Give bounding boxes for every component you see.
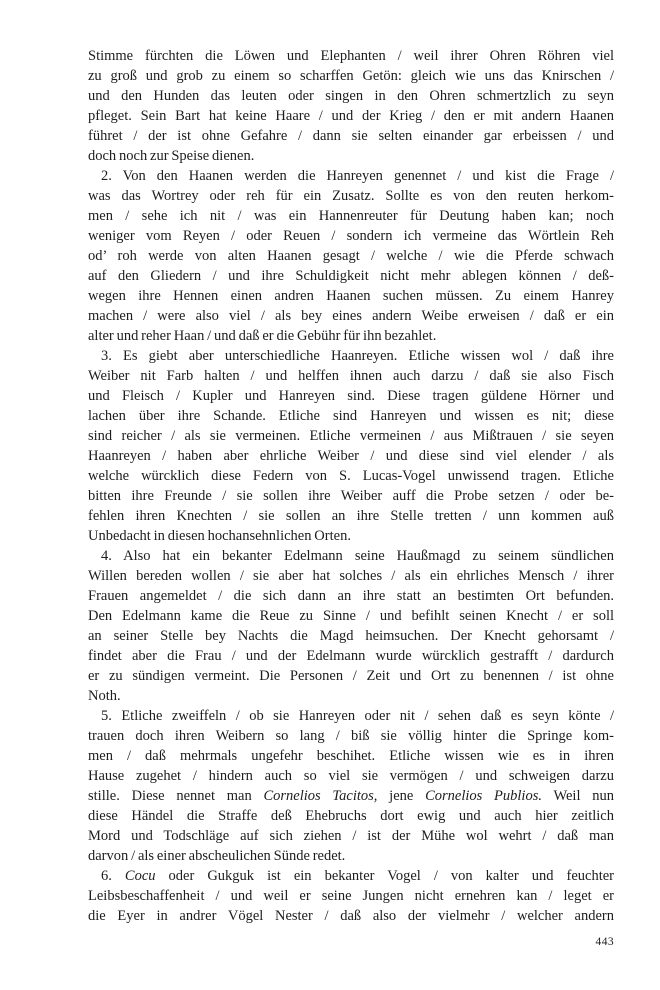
text-line: Den Edelmann kame die Reue zu Sinne / und befihlt seinen Knecht / er soll [88, 608, 614, 624]
text-line: Haanreyen / haben aber ehrliche Weiber / und diese sind viel elender / als [88, 448, 614, 464]
text-line: Frauen angemeldet / die sich dann an ihre statt an bestimten Ort befunden. [88, 588, 614, 604]
text-line: od’ roh werde von alten Haanen gesagt / welche / wie die Pferde schwach [88, 248, 614, 264]
text-line: zu groß und grob zu einem so scharffen Getön: gleich wie uns das Knirschen / [88, 68, 614, 84]
text-line: fehlen ihren Knechten / sie sollen an ihre Stelle tretten / unn kommen auß [88, 508, 614, 524]
text-line: und Fleisch / Kupler und Hanreyen sind. Diese tragen güldene Hörner und [88, 388, 614, 404]
text-line: pfleget. Sein Bart hat keine Haare / und der Krieg / den er mit andern Haanen [88, 108, 614, 124]
text-block [88, 46, 614, 952]
text-line: an seiner Stelle bey Nachts die Magd heimsuchen. Der Knecht gehorsamt / [88, 628, 614, 644]
text-line: men / sehe ich nit / was ein Hannenreuter für Deutung haben kan; noch [88, 208, 614, 224]
text-line: Leibsbeschaffenheit / und weil er seine Jungen nicht ernehren kan / leget er [88, 888, 614, 904]
text-line: Mord und Todschläge auf sich ziehen / ist der Mühe wol wehrt / daß man [88, 828, 614, 844]
text-line: 2. Von den Haanen werden die Hanreyen genennet / und kist die Frage / [101, 168, 614, 184]
text-line: er zu sündigen vermeint. Die Personen / Zeit und Ort zu benennen / ist ohne [88, 668, 614, 684]
text-line: stille. Diese nennet man Cornelios Tacitos, jene Cornelios Publios. Weil nun [88, 788, 614, 804]
paragraph-1 [88, 46, 614, 166]
text-line: 3. Es giebt aber unterschiedliche Haanreyen. Etliche wissen wol / daß ihre [101, 348, 614, 364]
text-line: doch noch zur Speise dienen. [88, 148, 255, 164]
text-line: Hause zugehet / hindern auch so viel sie vermögen / und schweigen darzu [88, 768, 614, 784]
text-line: diese Händel die Straffe deß Ehebruchs dort ewig und auch hier zeitlich [88, 808, 614, 824]
text-line: trauen doch ihren Weibern so lang / biß sie völlig hinter die Springe kom- [88, 728, 614, 744]
text-line: 6. Cocu oder Gukguk ist ein bekanter Vogel / von kalter und feuchter [101, 868, 614, 884]
text-line: führet / der ist ohne Gefahre / dann sie selten einander gar erbeissen / und [88, 128, 614, 144]
paragraph-2 [88, 166, 614, 346]
text-line: findet aber die Frau / und der Edelmann wurde würcklich gestrafft / dardurch [88, 648, 614, 664]
text-line: men / daß mehrmals ungefehr beschihet. Etliche wissen wie es in ihren [88, 748, 614, 764]
text-line: die Eyer in andrer Vögel Nester / daß also der vielmehr / welcher andern [88, 908, 614, 924]
text-line: sind reicher / als sie vermeinen. Etliche vermeinen / aus Mißtrauen / sie seyen [88, 428, 614, 444]
text-line: auf den Gliedern / und ihre Schuldigkeit nicht mehr ablegen können / deß- [88, 268, 614, 284]
text-line: Willen bereden wollen / sie aber hat solches / als ein ehrliches Mensch / ihrer [88, 568, 614, 584]
text-line: was das Wortrey oder reh für ein Zusatz. Sollte es von den reuten herkom- [88, 188, 614, 204]
text-line: lachen über ihre Schande. Etliche sind Hanreyen und wissen es nit; diese [88, 408, 614, 424]
text-line: Weiber nit Farb halten / und helffen ihnen auch darzu / daß sie also Fisch [88, 368, 614, 384]
text-line: darvon / als einer abscheulichen Sünde redet. [88, 848, 346, 864]
text-line: und den Hunden das leuten oder singen in den Ohren schmertzlich zu seyn [88, 88, 614, 104]
paragraphs-container [88, 46, 614, 926]
paragraph-5 [88, 706, 614, 866]
paragraph-6 [88, 866, 614, 926]
paragraph-3 [88, 346, 614, 546]
text-line: welche würcklich diese Federn von S. Lucas-Vogel unwissend tragen. Etliche [88, 468, 614, 484]
paragraph-4 [88, 546, 614, 706]
text-line: 5. Etliche zweiffeln / ob sie Hanreyen oder nit / sehen daß es seyn könte / [101, 708, 614, 724]
text-line: alter und reher Haan / und daß er die Gebühr für ihn bezahlet. [88, 328, 437, 344]
text-line: machen / were also viel / als bey eines andern Weibe erweisen / daß er ein [88, 308, 614, 324]
text-line: weniger vom Reyen / oder Reuen / sondern ich vermeine das Wörtlein Reh [88, 228, 614, 244]
text-line: 4. Also hat ein bekanter Edelmann seine Haußmagd zu seinem sündlichen [101, 548, 614, 564]
text-line: Stimme fürchten die Löwen und Elephanten / weil ihrer Ohren Röhren viel [88, 48, 614, 64]
text-line: Noth. [88, 688, 121, 704]
text-line: bitten ihre Freunde / sie sollen ihre Weiber auff die Probe setzen / oder be- [88, 488, 614, 504]
page-number: 443 [595, 936, 614, 948]
text-line: wegen ihre Hennen einen andren Haanen suchen müssen. Zu einem Hanrey [88, 288, 614, 304]
text-line: Unbedacht in diesen hochansehnlichen Orten. [88, 528, 351, 544]
